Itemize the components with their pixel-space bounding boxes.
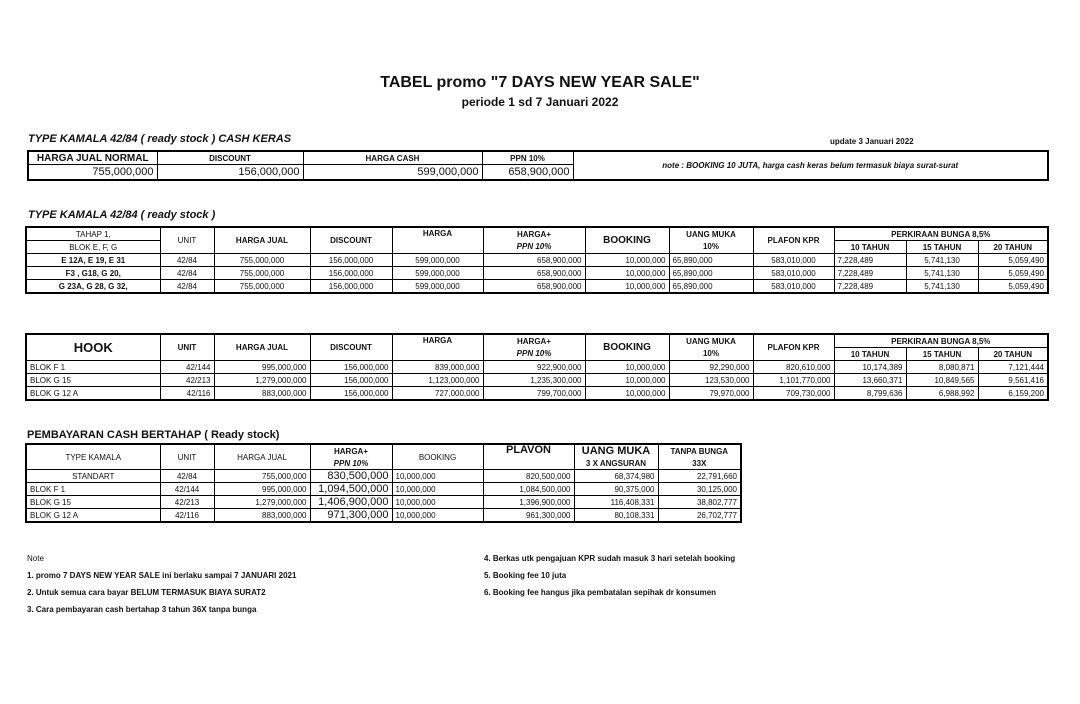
row-name: BLOK F 1	[26, 483, 160, 496]
row-uang-muka: 123,530,000	[669, 374, 753, 387]
row-unit: 42/144	[160, 483, 214, 496]
row-booking: 10,000,000	[392, 509, 483, 523]
row-plafon: 583,010,000	[753, 254, 834, 267]
ppn-value: 658,900,000	[482, 165, 573, 181]
col-harga-plus: HARGA+	[310, 444, 392, 457]
col-15-tahun: 15 TAHUN	[906, 241, 978, 254]
row-plafon: 1,101,770,000	[753, 374, 834, 387]
row-plafon: 583,010,000	[753, 267, 834, 280]
col-harga-jual: HARGA JUAL	[214, 444, 310, 470]
row-name: BLOK G 15	[26, 496, 160, 509]
row-harga-jual: 995,000,000	[214, 483, 310, 496]
col-booking: BOOKING	[585, 334, 669, 361]
row-discount: 156,000,000	[310, 361, 392, 374]
row-10-tahun: 7,228,489	[834, 280, 906, 294]
col-harga: HARGA	[392, 227, 483, 254]
col-tahap: TAHAP 1,	[26, 227, 160, 241]
col-discount: DISCOUNT	[310, 334, 392, 361]
row-name: G 23A, G 28, G 32,	[26, 280, 160, 294]
row-unit: 42/84	[160, 280, 214, 294]
row-10-tahun: 7,228,489	[834, 254, 906, 267]
row-uang-muka: 92,290,000	[669, 361, 753, 374]
row-harga-jual: 755,000,000	[214, 280, 310, 294]
row-uang-muka: 80,108,331	[574, 509, 658, 523]
update-date: update 3 Januari 2022	[830, 137, 914, 146]
col-harga-cash: HARGA CASH	[303, 151, 482, 165]
page-subtitle: periode 1 sd 7 Januari 2022	[461, 95, 619, 109]
discount-value: 156,000,000	[157, 165, 303, 181]
row-15-tahun: 8,080,871	[906, 361, 978, 374]
col-10-tahun: 10 TAHUN	[834, 348, 906, 361]
row-uang-muka: 65,890,000	[669, 254, 753, 267]
col-booking: BOOKING	[392, 444, 483, 470]
bertahap-title: PEMBAYARAN CASH BERTAHAP ( Ready stock)	[27, 429, 280, 441]
row-booking: 10,000,000	[392, 496, 483, 509]
row-booking: 10,000,000	[392, 470, 483, 483]
row-harga-plus: 658,900,000	[483, 280, 585, 294]
table-row	[26, 387, 1048, 401]
col-15-tahun: 15 TAHUN	[906, 348, 978, 361]
col-unit: UNIT	[160, 334, 214, 361]
note-item: 1. promo 7 DAYS NEW YEAR SALE ini berlaku sampai 7 JANUARI 2021	[27, 571, 297, 580]
harga-cash-value: 599,000,000	[303, 165, 482, 181]
table-row	[26, 361, 1048, 374]
row-tanpa-bunga: 22,791,660	[658, 470, 741, 483]
table-row	[26, 496, 741, 509]
row-tanpa-bunga: 38,802,777	[658, 496, 741, 509]
col-33x: 33X	[658, 457, 741, 470]
table-row	[26, 509, 741, 523]
row-name: E 12A, E 19, E 31	[26, 254, 160, 267]
row-plavon: 820,500,000	[483, 470, 574, 483]
col-discount: DISCOUNT	[157, 151, 303, 165]
row-name: BLOK G 12 A	[26, 509, 160, 523]
row-harga-plus: 1,094,500,000	[310, 483, 392, 496]
row-harga-jual: 755,000,000	[214, 254, 310, 267]
row-booking: 10,000,000	[392, 483, 483, 496]
table-row	[26, 483, 741, 496]
col-unit: UNIT	[160, 227, 214, 254]
table-row	[26, 254, 1048, 267]
row-20-tahun: 7,121,444	[978, 361, 1048, 374]
col-hook: HOOK	[26, 334, 160, 361]
note-item: 4. Berkas utk pengajuan KPR sudah masuk 3 hari setelah booking	[484, 554, 736, 563]
harga-jual-value: 755,000,000	[28, 165, 157, 181]
row-10-tahun: 10,174,389	[834, 361, 906, 374]
table-row	[26, 374, 1048, 387]
kpr-table	[25, 226, 1049, 294]
row-uang-muka: 65,890,000	[669, 280, 753, 294]
row-uang-muka: 90,375,000	[574, 483, 658, 496]
row-unit: 42/116	[160, 387, 214, 401]
row-harga: 599,000,000	[392, 254, 483, 267]
row-unit: 42/144	[160, 361, 214, 374]
row-harga-plus: 1,235,300,000	[483, 374, 585, 387]
notes-right	[484, 550, 735, 601]
row-harga: 599,000,000	[392, 267, 483, 280]
row-booking: 10,000,000	[585, 361, 669, 374]
row-harga-plus: 830,500,000	[310, 470, 392, 483]
col-tanpa-bunga: TANPA BUNGA	[658, 444, 741, 457]
row-tanpa-bunga: 30,125,000	[658, 483, 741, 496]
col-discount: DISCOUNT	[310, 227, 392, 254]
row-name: STANDART	[26, 470, 160, 483]
row-discount: 156,000,000	[310, 374, 392, 387]
row-unit: 42/84	[160, 470, 214, 483]
row-name: F3 , G18, G 20,	[26, 267, 160, 280]
col-harga-plus: HARGA+	[483, 227, 585, 241]
row-harga-plus: 658,900,000	[483, 267, 585, 280]
row-unit: 42/84	[160, 254, 214, 267]
col-harga-jual-normal: HARGA JUAL NORMAL	[28, 151, 157, 165]
row-plavon: 1,084,500,000	[483, 483, 574, 496]
col-uang-muka-pct: 10%	[669, 241, 753, 254]
row-harga-jual: 883,000,000	[214, 387, 310, 401]
row-tanpa-bunga: 26,702,777	[658, 509, 741, 523]
row-harga-plus: 658,900,000	[483, 254, 585, 267]
row-harga-plus: 799,700,000	[483, 387, 585, 401]
cash-keras-table	[27, 150, 1049, 181]
row-uang-muka: 68,374,980	[574, 470, 658, 483]
row-harga-plus: 922,900,000	[483, 361, 585, 374]
row-plafon: 820,610,000	[753, 361, 834, 374]
col-ppn: PPN 10%	[482, 151, 573, 165]
notes-heading: Note	[27, 554, 44, 563]
col-20-tahun: 20 TAHUN	[978, 348, 1048, 361]
row-name: BLOK G 15	[26, 374, 160, 387]
col-10-tahun: 10 TAHUN	[834, 241, 906, 254]
cash-keras-note: note : BOOKING 10 JUTA, harga cash keras belum termasuk biaya surat-surat	[573, 151, 1048, 180]
row-10-tahun: 7,228,489	[834, 267, 906, 280]
col-uang-muka: UANG MUKA	[574, 444, 658, 457]
row-plavon: 1,396,900,000	[483, 496, 574, 509]
col-angsuran: 3 X ANGSURAN	[574, 457, 658, 470]
row-discount: 156,000,000	[310, 254, 392, 267]
row-booking: 10,000,000	[585, 254, 669, 267]
row-discount: 156,000,000	[310, 387, 392, 401]
row-booking: 10,000,000	[585, 387, 669, 401]
note-item: 5. Booking fee 10 juta	[484, 571, 567, 580]
row-15-tahun: 6,988,992	[906, 387, 978, 401]
row-discount: 156,000,000	[310, 280, 392, 294]
col-uang-muka: UANG MUKA	[669, 227, 753, 241]
row-harga-jual: 995,000,000	[214, 361, 310, 374]
row-harga: 1,123,000,000	[392, 374, 483, 387]
col-plavon: PLAVON	[483, 444, 574, 470]
page-title: TABEL promo "7 DAYS NEW YEAR SALE"	[380, 74, 700, 91]
table-row	[26, 280, 1048, 294]
row-unit: 42/213	[160, 374, 214, 387]
row-plafon: 583,010,000	[753, 280, 834, 294]
row-15-tahun: 5,741,130	[906, 267, 978, 280]
row-unit: 42/84	[160, 267, 214, 280]
row-booking: 10,000,000	[585, 374, 669, 387]
col-uang-muka-pct: 10%	[669, 348, 753, 361]
note-item: 6. Booking fee hangus jika pembatalan sepihak dr konsumen	[484, 588, 717, 597]
row-uang-muka: 79,970,000	[669, 387, 753, 401]
row-harga-plus: 971,300,000	[310, 509, 392, 523]
col-ppn: PPN 10%	[310, 457, 392, 470]
col-20-tahun: 20 TAHUN	[978, 241, 1048, 254]
row-harga: 727,000,000	[392, 387, 483, 401]
col-ppn: PPN 10%	[483, 241, 585, 254]
row-booking: 10,000,000	[585, 280, 669, 294]
row-unit: 42/116	[160, 509, 214, 523]
row-uang-muka: 65,890,000	[669, 267, 753, 280]
col-type-kamala: TYPE KAMALA	[26, 444, 160, 470]
note-item: 2. Untuk semua cara bayar BELUM TERMASUK BIAYA SURAT2	[27, 588, 266, 597]
col-uang-muka: UANG MUKA	[669, 334, 753, 348]
row-harga-jual: 883,000,000	[214, 509, 310, 523]
row-10-tahun: 13,660,371	[834, 374, 906, 387]
col-plafon: PLAFON KPR	[753, 227, 834, 254]
table-row	[26, 470, 741, 483]
col-harga-jual: HARGA JUAL	[214, 227, 310, 254]
col-plafon: PLAFON KPR	[753, 334, 834, 361]
row-20-tahun: 5,059,490	[978, 267, 1048, 280]
row-harga-jual: 1,279,000,000	[214, 496, 310, 509]
table-row	[26, 267, 1048, 280]
row-harga: 599,000,000	[392, 280, 483, 294]
row-20-tahun: 9,561,416	[978, 374, 1048, 387]
col-booking: BOOKING	[585, 227, 669, 254]
row-10-tahun: 8,799,636	[834, 387, 906, 401]
row-plavon: 961,300,000	[483, 509, 574, 523]
row-15-tahun: 5,741,130	[906, 254, 978, 267]
row-booking: 10,000,000	[585, 267, 669, 280]
row-harga-plus: 1,406,900,000	[310, 496, 392, 509]
hook-table	[25, 333, 1049, 401]
col-bunga: PERKIRAAN BUNGA 8,5%	[834, 334, 1048, 348]
row-harga-jual: 755,000,000	[214, 267, 310, 280]
row-name: BLOK F 1	[26, 361, 160, 374]
cash-keras-title: TYPE KAMALA 42/84 ( ready stock ) CASH KERAS	[28, 133, 292, 145]
kpr-title: TYPE KAMALA 42/84 ( ready stock )	[28, 209, 216, 221]
col-harga-jual: HARGA JUAL	[214, 334, 310, 361]
col-tahap-blok: BLOK E, F, G	[26, 241, 160, 254]
row-harga: 839,000,000	[392, 361, 483, 374]
row-harga-jual: 1,279,000,000	[214, 374, 310, 387]
col-harga: HARGA	[392, 334, 483, 361]
col-ppn: PPN 10%	[483, 348, 585, 361]
row-harga-jual: 755,000,000	[214, 470, 310, 483]
bertahap-table	[25, 443, 742, 523]
col-unit: UNIT	[160, 444, 214, 470]
row-plafon: 709,730,000	[753, 387, 834, 401]
row-20-tahun: 5,059,490	[978, 280, 1048, 294]
row-unit: 42/213	[160, 496, 214, 509]
row-20-tahun: 6,159,200	[978, 387, 1048, 401]
col-harga-plus: HARGA+	[483, 334, 585, 348]
row-15-tahun: 10,849,565	[906, 374, 978, 387]
row-15-tahun: 5,741,130	[906, 280, 978, 294]
row-name: BLOK G 12 A	[26, 387, 160, 401]
note-item: 3. Cara pembayaran cash bertahap 3 tahun 36X tanpa bunga	[27, 605, 257, 614]
row-discount: 156,000,000	[310, 267, 392, 280]
row-20-tahun: 5,059,490	[978, 254, 1048, 267]
col-bunga: PERKIRAAN BUNGA 8,5%	[834, 227, 1048, 241]
notes-left	[27, 550, 296, 618]
row-uang-muka: 116,408,331	[574, 496, 658, 509]
